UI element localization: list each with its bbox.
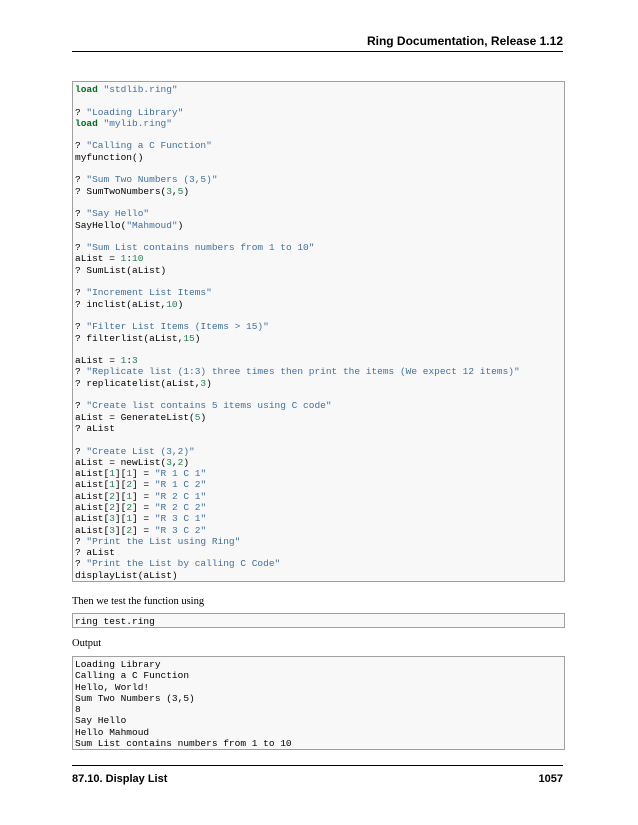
code-token: "R 2 C 1" (154, 490, 207, 502)
code-token: ? aList (75, 422, 115, 434)
code-token: "Print the List by calling C Code" (86, 558, 281, 570)
code-line (75, 299, 564, 310)
code-token: 5 (194, 411, 201, 423)
code-line (75, 682, 564, 693)
code-line (75, 276, 564, 287)
code-line (75, 355, 564, 366)
code-line (75, 558, 564, 569)
code-token: "Increment List Items" (86, 287, 212, 299)
code-token: 1 (120, 355, 127, 367)
code-token: 3 (132, 355, 138, 367)
code-token: 3 (109, 513, 115, 525)
code-token: Sum List contains numbers from 1 to 10 (75, 738, 292, 750)
code-line (75, 220, 564, 231)
code-token: "Sum List contains numbers from 1 to 10" (86, 242, 315, 254)
code-token: ) (183, 456, 190, 468)
code-token: "Sum Two Numbers (3,5)" (86, 174, 218, 186)
code-line (75, 253, 564, 264)
code-token: "Create list contains 5 items using C code" (86, 400, 332, 412)
code-token: "Filter List Items (Items > 15)" (86, 321, 269, 333)
code-token: "R 3 C 2" (154, 524, 207, 536)
code-token: "Mahmoud" (126, 219, 178, 231)
code-line (75, 174, 564, 185)
code-token: aList[ (75, 468, 110, 480)
code-token: aList[ (75, 524, 110, 536)
code-line (75, 231, 564, 242)
code-token: 10 (132, 253, 144, 265)
code-token: 3 (109, 524, 115, 536)
code-line (75, 434, 564, 445)
code-token: , (171, 185, 178, 197)
code-line (75, 333, 564, 344)
code-line (75, 400, 564, 411)
code-token: aList = newList( (75, 456, 167, 468)
code-token: 3 (200, 377, 207, 389)
code-token: ? replicatelist(aList, (75, 377, 201, 389)
code-line (75, 197, 564, 208)
code-line (75, 321, 564, 332)
code-line (75, 670, 564, 681)
code-line (75, 457, 564, 468)
code-token: ? (75, 366, 87, 378)
code-token: ) (206, 377, 212, 389)
code-line (75, 491, 564, 502)
code-token: : (126, 253, 133, 265)
code-token: ? (75, 558, 87, 570)
code-line (75, 715, 564, 726)
code-line (75, 242, 564, 253)
code-token: ) (177, 298, 184, 310)
code-line (75, 616, 564, 627)
code-token: "Say Hello" (86, 208, 150, 220)
code-token: 1 (109, 468, 115, 480)
code-token: aList = GenerateList( (75, 411, 195, 423)
code-token: aList[ (75, 513, 110, 525)
code-line (75, 738, 564, 749)
code-token: ] = (132, 479, 155, 491)
code-token: 3 (166, 185, 172, 197)
code-token: 2 (177, 456, 184, 468)
code-token: 2 (126, 501, 133, 513)
code-token: displayList(aList) (75, 569, 178, 581)
code-token: ? (75, 400, 87, 412)
footer-section-title: 87.10. Display List (72, 773, 168, 785)
code-line (75, 265, 564, 276)
code-token: ring test.ring (75, 616, 155, 627)
code-token: "R 1 C 1" (154, 468, 207, 480)
code-line (75, 366, 564, 377)
code-line (75, 186, 564, 197)
code-line (75, 118, 564, 129)
code-line (75, 129, 564, 140)
code-token: , (171, 456, 178, 468)
code-line (75, 446, 564, 457)
code-line (75, 727, 564, 738)
code-token: "Loading Library" (86, 106, 184, 118)
code-token: : (126, 355, 133, 367)
code-token: ? (75, 208, 87, 220)
code-token: aList = (75, 355, 121, 367)
code-token: 2 (126, 524, 133, 536)
code-line (75, 468, 564, 479)
code-token: 2 (109, 501, 115, 513)
code-token: aList[ (75, 490, 110, 502)
code-token: 5 (177, 185, 184, 197)
code-token: ? (75, 106, 87, 118)
code-token: ? (75, 321, 87, 333)
code-token: ) (194, 332, 201, 344)
code-token: ] = (132, 501, 155, 513)
code-token: Hello, World! (75, 681, 150, 693)
code-token: "stdlib.ring" (103, 84, 178, 95)
code-token: 15 (183, 332, 195, 344)
code-token: ? SumList(aList) (75, 264, 167, 276)
code-token: Loading Library (75, 659, 161, 670)
code-line (75, 84, 564, 95)
code-token: ? (75, 287, 87, 299)
code-line (75, 389, 564, 400)
code-token: 1 (120, 253, 127, 265)
code-block-output (72, 656, 565, 750)
code-token: ][ (114, 524, 127, 536)
code-line (75, 525, 564, 536)
code-token: "R 1 C 2" (154, 479, 207, 491)
paragraph-output: Output (72, 638, 102, 649)
code-line (75, 140, 564, 151)
code-line (75, 208, 564, 219)
code-token: ] = (132, 524, 155, 536)
code-token: aList[ (75, 479, 110, 491)
paragraph-test: Then we test the function using (72, 596, 205, 607)
footer-divider (72, 765, 563, 766)
code-token: ? (75, 242, 87, 254)
code-token: ? (75, 535, 87, 547)
code-token: ] = (132, 513, 155, 525)
code-token: ] = (132, 468, 155, 480)
running-header: Ring Documentation, Release 1.12 (366, 34, 563, 48)
code-block-command (72, 613, 565, 628)
code-line (75, 704, 564, 715)
code-line (75, 479, 564, 490)
code-line (75, 570, 564, 581)
code-token: ] = (132, 490, 155, 502)
code-token: ][ (114, 490, 127, 502)
code-token: ][ (114, 501, 127, 513)
code-line (75, 412, 564, 423)
code-line (75, 152, 564, 163)
code-token: 3 (166, 456, 172, 468)
code-line (75, 344, 564, 355)
code-token: 2 (126, 479, 133, 491)
code-token: 10 (166, 298, 178, 310)
code-token: ) (183, 185, 190, 197)
code-token: ? SumTwoNumbers( (75, 185, 167, 197)
code-line (75, 107, 564, 118)
code-line (75, 310, 564, 321)
code-token: ? (75, 445, 87, 457)
code-token: "R 3 C 1" (154, 513, 207, 525)
code-token: ][ (114, 513, 127, 525)
code-block-main (72, 81, 565, 582)
code-line (75, 163, 564, 174)
code-token: ? (75, 140, 87, 152)
code-token: Sum Two Numbers (3,5) (75, 692, 195, 704)
code-token: Calling a C Function (75, 670, 190, 682)
code-line (75, 95, 564, 106)
code-token: 1 (109, 479, 115, 491)
code-token: myfunction() (75, 151, 144, 163)
code-token: "R 2 C 2" (154, 501, 207, 513)
code-token: SayHello( (75, 219, 127, 231)
code-token: "mylib.ring" (103, 117, 172, 129)
code-token: 1 (126, 468, 133, 480)
code-token: "Print the List using Ring" (86, 535, 241, 547)
code-token: ? filterlist(aList, (75, 332, 184, 344)
code-line (75, 536, 564, 547)
code-line (75, 378, 564, 389)
code-token: 2 (109, 490, 115, 502)
code-token: 1 (126, 513, 133, 525)
code-token: ? aList (75, 547, 115, 559)
code-token: ][ (114, 468, 127, 480)
code-token: load (75, 117, 98, 129)
code-token: aList = (75, 253, 121, 265)
code-token: ) (200, 411, 207, 423)
code-line (75, 547, 564, 558)
code-token: "Create List (3,2)" (86, 445, 195, 457)
code-line (75, 287, 564, 298)
code-line (75, 513, 564, 524)
code-token: "Replicate list (1:3) three times then print the items (We expect 12 items)" (86, 366, 520, 378)
code-token: "Calling a C Function" (86, 140, 212, 152)
header-divider (72, 51, 563, 52)
code-line (75, 502, 564, 513)
code-token: 8 (75, 704, 81, 716)
code-token: ? inclist(aList, (75, 298, 167, 310)
code-line (75, 693, 564, 704)
code-token: ][ (114, 479, 127, 491)
code-token: Say Hello (75, 715, 127, 727)
code-token: ) (177, 219, 184, 231)
code-token: load (75, 84, 98, 95)
code-token: 1 (126, 490, 133, 502)
code-line (75, 659, 564, 670)
code-token: aList[ (75, 501, 110, 513)
code-line (75, 423, 564, 434)
code-token: ? (75, 174, 87, 186)
footer-page-number: 1057 (538, 773, 563, 785)
code-token: Hello Mahmoud (75, 726, 150, 738)
